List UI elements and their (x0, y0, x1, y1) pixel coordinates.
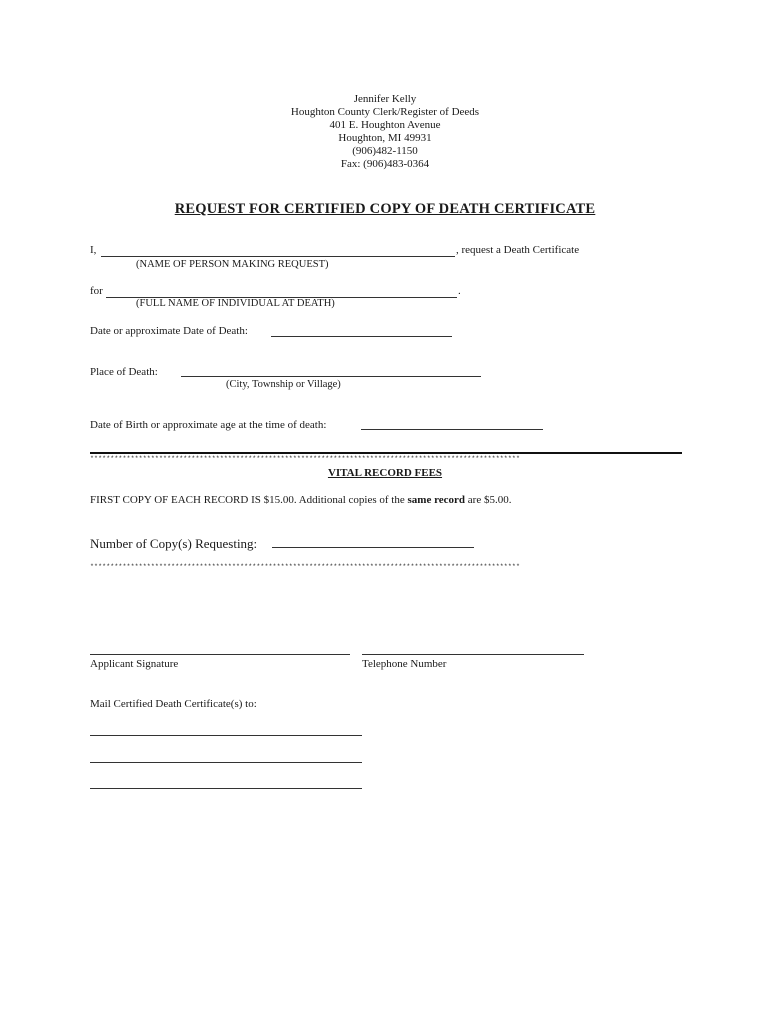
applicant-signature-field[interactable] (90, 654, 350, 655)
requester-suffix: , request a Death Certificate (456, 244, 580, 256)
fees-text-before: FIRST COPY OF EACH RECORD IS $15.00. Additional copies of the (90, 494, 408, 506)
telephone-label: Telephone Number (362, 658, 447, 670)
clerk-name: Jennifer Kelly (353, 93, 417, 105)
mail-to-label: Mail Certified Death Certificate(s) to: (90, 698, 257, 710)
copies-label: Number of Copy(s) Requesting: (90, 536, 258, 551)
requester-name-field[interactable] (101, 256, 455, 257)
place-of-death-label: Place of Death: (90, 366, 158, 378)
requester-prefix: I, (90, 244, 97, 256)
fees-text (90, 494, 511, 506)
birth-label: Date of Birth or approximate age at the time of death: (90, 419, 327, 431)
fees-text-after: are $5.00. (465, 494, 512, 506)
fees-text-bold: same record (407, 494, 466, 506)
requester-caption: (NAME OF PERSON MAKING REQUEST) (136, 259, 329, 270)
clerk-address: 401 E. Houghton Avenue (329, 119, 441, 131)
birth-field[interactable] (361, 429, 543, 430)
for-prefix: for (90, 285, 103, 297)
fees-heading: VITAL RECORD FEES (327, 467, 443, 479)
page-title: REQUEST FOR CERTIFIED COPY OF DEATH CERTIFICATE (174, 201, 596, 217)
stars-divider-bottom: ********************************************************************************************************** (90, 563, 521, 570)
clerk-office: Houghton County Clerk/Register of Deeds (290, 106, 480, 118)
copies-field[interactable] (272, 547, 474, 548)
section-divider (90, 452, 682, 454)
for-suffix: . (458, 285, 461, 297)
for-caption: (FULL NAME OF INDIVIDUAL AT DEATH) (136, 298, 335, 309)
mail-address-line-2[interactable] (90, 762, 362, 763)
mail-address-line-1[interactable] (90, 735, 362, 736)
place-caption: (City, Township or Village) (226, 379, 341, 390)
mail-address-line-3[interactable] (90, 788, 362, 789)
date-of-death-field[interactable] (271, 336, 452, 337)
place-of-death-field[interactable] (181, 376, 481, 377)
applicant-signature-label: Applicant Signature (90, 658, 179, 670)
date-of-death-label: Date or approximate Date of Death: (90, 325, 248, 337)
clerk-phone: (906)482-1150 (352, 145, 418, 157)
telephone-field[interactable] (362, 654, 584, 655)
stars-divider-top: ********************************************************************************************************** (90, 455, 521, 462)
clerk-fax: Fax: (906)483-0364 (340, 158, 430, 170)
clerk-city: Houghton, MI 49931 (338, 132, 432, 144)
